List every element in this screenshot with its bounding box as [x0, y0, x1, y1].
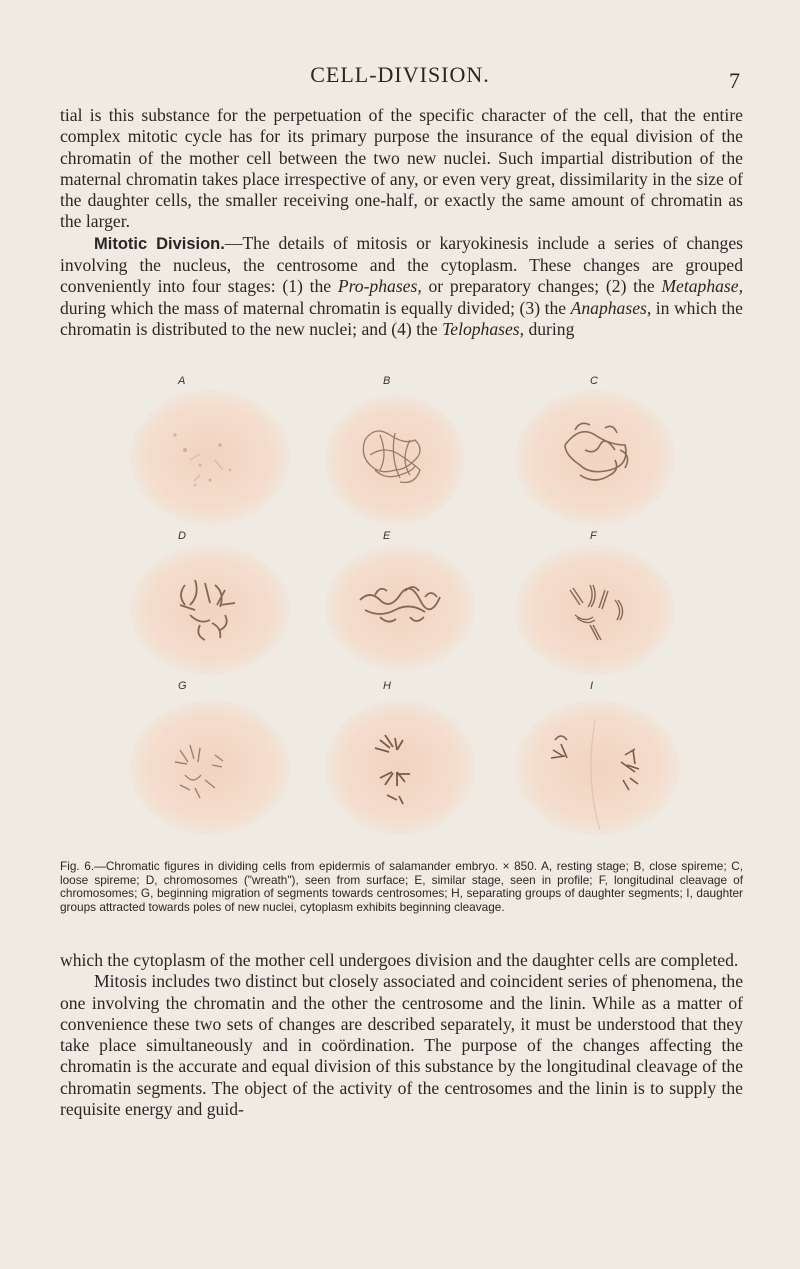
term-metaphase: Metaphase,	[661, 276, 743, 297]
figure-caption: Fig. 6.—Chromatic figures in dividing cells from epidermis of salamander embryo. × 850. A, resting stage; B, close spireme; C, loose spireme; D, chromosomes ("wreath"), seen from surface; E, similar stage, seen in profile; F, longitudinal cleavage of chromosomes; G, beginning migration of segments towards centrosomes; H, separating groups of daughter segments; I, daughter groups attracted towards poles of new nuclei, cytoplasm exhibits beginning cleavage.	[60, 859, 743, 914]
text-run: —The details of mitosis or karyokinesis include a series of changes involving the nucleus, the centrosome and the cytoplasm. These changes are grouped conveniently into four stages: (1) the	[60, 232, 743, 297]
chromatin-a	[130, 390, 290, 525]
chromatin-h	[325, 700, 475, 835]
figure-label-e: E	[383, 530, 391, 542]
figure-label-c: C	[590, 375, 598, 387]
chromatin-c	[515, 390, 675, 525]
term-telophases: Telophases,	[442, 318, 525, 339]
cell-e-chromosomes-profile	[325, 545, 475, 670]
chromatin-e	[325, 545, 475, 670]
paragraph-telophases-end: which the cytoplasm of the mother cell undergoes division and the daughter cells are completed.	[60, 950, 739, 970]
cell-f-longitudinal-cleavage	[515, 545, 675, 675]
figure-label-a: A	[178, 375, 186, 387]
chromatin-d	[130, 545, 290, 675]
figure-label-h: H	[383, 680, 391, 692]
cell-c-loose-spireme	[515, 390, 675, 525]
chromatin-b	[325, 395, 465, 525]
text-run: during which the mass of maternal chromatin is equally divided; (3) the	[60, 297, 571, 318]
figure-label-i: I	[590, 680, 594, 692]
cell-b-close-spireme	[325, 395, 465, 525]
page-number: 7	[729, 68, 740, 93]
cell-d-chromosome-wreath	[130, 545, 290, 675]
body-text-top	[60, 105, 743, 340]
text-run: during	[524, 318, 575, 339]
term-prophases: Pro-phases,	[337, 276, 422, 297]
chromatin-i	[515, 700, 680, 835]
chromatin-f	[515, 545, 675, 675]
term-anaphases: Anaphases,	[570, 297, 652, 318]
figure-label-b: B	[383, 375, 391, 387]
cell-g-beginning-migration	[130, 700, 290, 835]
paragraph-mitosis-phenomena: Mitosis includes two distinct but closely associated and coincident series of phenomena, the one involving the chromatin and the other the centrosome and the linin. While as a matter of convenience these two sets of changes are described separately, it must be understood that they take place simultaneously and in coördination. The purpose of the changes affecting the chromatin is the accurate and equal division of this substance by the longitudinal cleavage of the chromatin segments. The object of the activity of the centrosomes and the linin is to supply the requisite energy and guid-	[60, 971, 743, 1120]
figure-6	[120, 375, 690, 845]
paragraph-continued: tial is this substance for the perpetuation of the specific character of the cell, that the entire complex mitotic cycle has for its primary purpose the insurance of the equal division of the chromatin of the mother cell between the two new nuclei. Such impartial distribution of the maternal chromatin takes place irrespective of any, or even very great, dissimilarity in the size of the daughter cells, the smaller receiving one-half, or exactly the same amount of chromatin as the larger.	[60, 105, 743, 232]
figure-label-g: G	[178, 680, 187, 692]
cell-h-separating-groups	[325, 700, 475, 835]
running-head: CELL-DIVISION.	[310, 62, 490, 87]
text-run: in which the chromatin is distributed to the new nuclei; and (4) the	[60, 297, 743, 339]
figure-label-d: D	[178, 530, 186, 542]
cell-i-daughter-groups	[515, 700, 680, 835]
chromatin-g	[130, 700, 290, 835]
body-text-bottom	[60, 950, 743, 1120]
paragraph-mitotic-division	[60, 233, 743, 340]
text-run: or preparatory changes; (2) the	[421, 276, 662, 297]
cell-a-resting-stage	[130, 390, 290, 525]
page-header	[60, 62, 740, 92]
figure-label-f: F	[590, 530, 597, 542]
section-heading: Mitotic Division.	[94, 234, 225, 253]
